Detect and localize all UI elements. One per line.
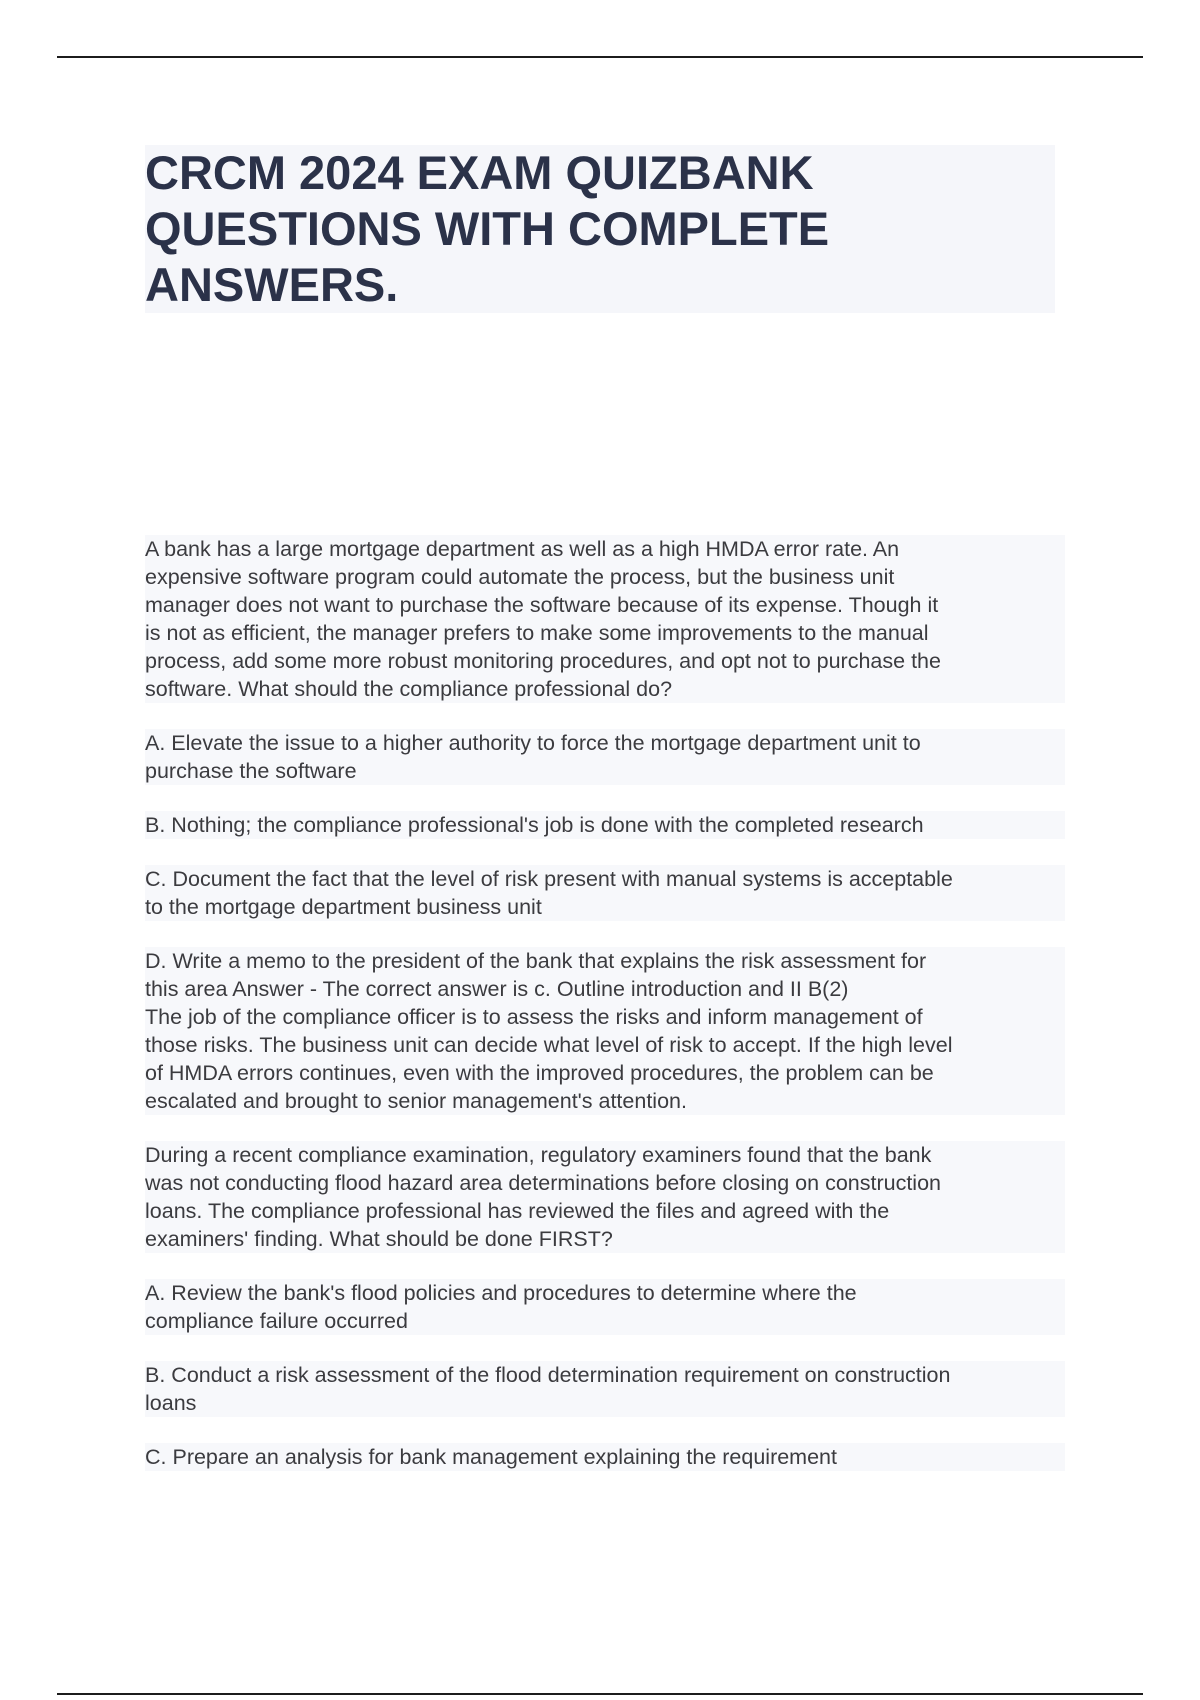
text-line: C. Document the fact that the level of risk present with manual systems is acceptable xyxy=(145,867,953,891)
bottom-rule xyxy=(57,1693,1143,1695)
text-line: of HMDA errors continues, even with the improved procedures, the problem can be xyxy=(145,1061,934,1085)
title-line-3: ANSWERS. xyxy=(145,258,399,311)
text-line: A. Review the bank's flood policies and procedures to determine where the xyxy=(145,1281,857,1305)
text-line: those risks. The business unit can decide what level of risk to accept. If the high level xyxy=(145,1033,953,1057)
text-line: B. Nothing; the compliance professional's job is done with the completed research xyxy=(145,813,924,837)
text-line: is not as efficient, the manager prefers to make some improvements to the manual xyxy=(145,621,929,645)
text-line: loans. The compliance professional has reviewed the files and agreed with the xyxy=(145,1199,890,1223)
text-line: software. What should the compliance professional do? xyxy=(145,677,673,701)
text-line: purchase the software xyxy=(145,759,357,783)
question-2-option-a xyxy=(145,1279,1065,1335)
question-2-option-b xyxy=(145,1361,1065,1417)
text-line: The job of the compliance officer is to assess the risks and inform management of xyxy=(145,1005,923,1029)
text-line: manager does not want to purchase the software because of its expense. Though it xyxy=(145,593,939,617)
text-line: examiners' finding. What should be done FIRST? xyxy=(145,1227,613,1251)
text-line: During a recent compliance examination, regulatory examiners found that the bank xyxy=(145,1143,932,1167)
text-line: escalated and brought to senior management's attention. xyxy=(145,1089,687,1113)
question-1-option-c xyxy=(145,865,1065,921)
text-line: C. Prepare an analysis for bank management explaining the requirement xyxy=(145,1445,837,1469)
question-1-option-b xyxy=(145,811,1065,839)
title-line-2: QUESTIONS WITH COMPLETE xyxy=(145,202,830,255)
document-title xyxy=(145,145,1055,313)
text-line: A. Elevate the issue to a higher authority to force the mortgage department unit to xyxy=(145,731,921,755)
text-line: A bank has a large mortgage department as well as a high HMDA error rate. An xyxy=(145,537,900,561)
text-line: B. Conduct a risk assessment of the flood determination requirement on construction xyxy=(145,1363,951,1387)
text-line: was not conducting flood hazard area determinations before closing on construction xyxy=(145,1171,941,1195)
text-line: to the mortgage department business unit xyxy=(145,895,542,919)
text-line: D. Write a memo to the president of the bank that explains the risk assessment for xyxy=(145,949,927,973)
title-line-1: CRCM 2024 EXAM QUIZBANK xyxy=(145,146,814,199)
question-1-option-d-and-answer xyxy=(145,947,1065,1115)
text-line: this area Answer - The correct answer is c. Outline introduction and II B(2) xyxy=(145,977,849,1001)
question-1-option-a xyxy=(145,729,1065,785)
question-2-option-c xyxy=(145,1443,1065,1471)
question-1-text xyxy=(145,535,1065,703)
question-2-text xyxy=(145,1141,1065,1253)
text-line: expensive software program could automate the process, but the business unit xyxy=(145,565,895,589)
text-line: compliance failure occurred xyxy=(145,1309,408,1333)
text-line: loans xyxy=(145,1391,197,1415)
document-body xyxy=(145,535,1065,1497)
top-rule xyxy=(57,56,1143,58)
text-line: process, add some more robust monitoring procedures, and opt not to purchase the xyxy=(145,649,941,673)
title-block xyxy=(145,145,1055,313)
